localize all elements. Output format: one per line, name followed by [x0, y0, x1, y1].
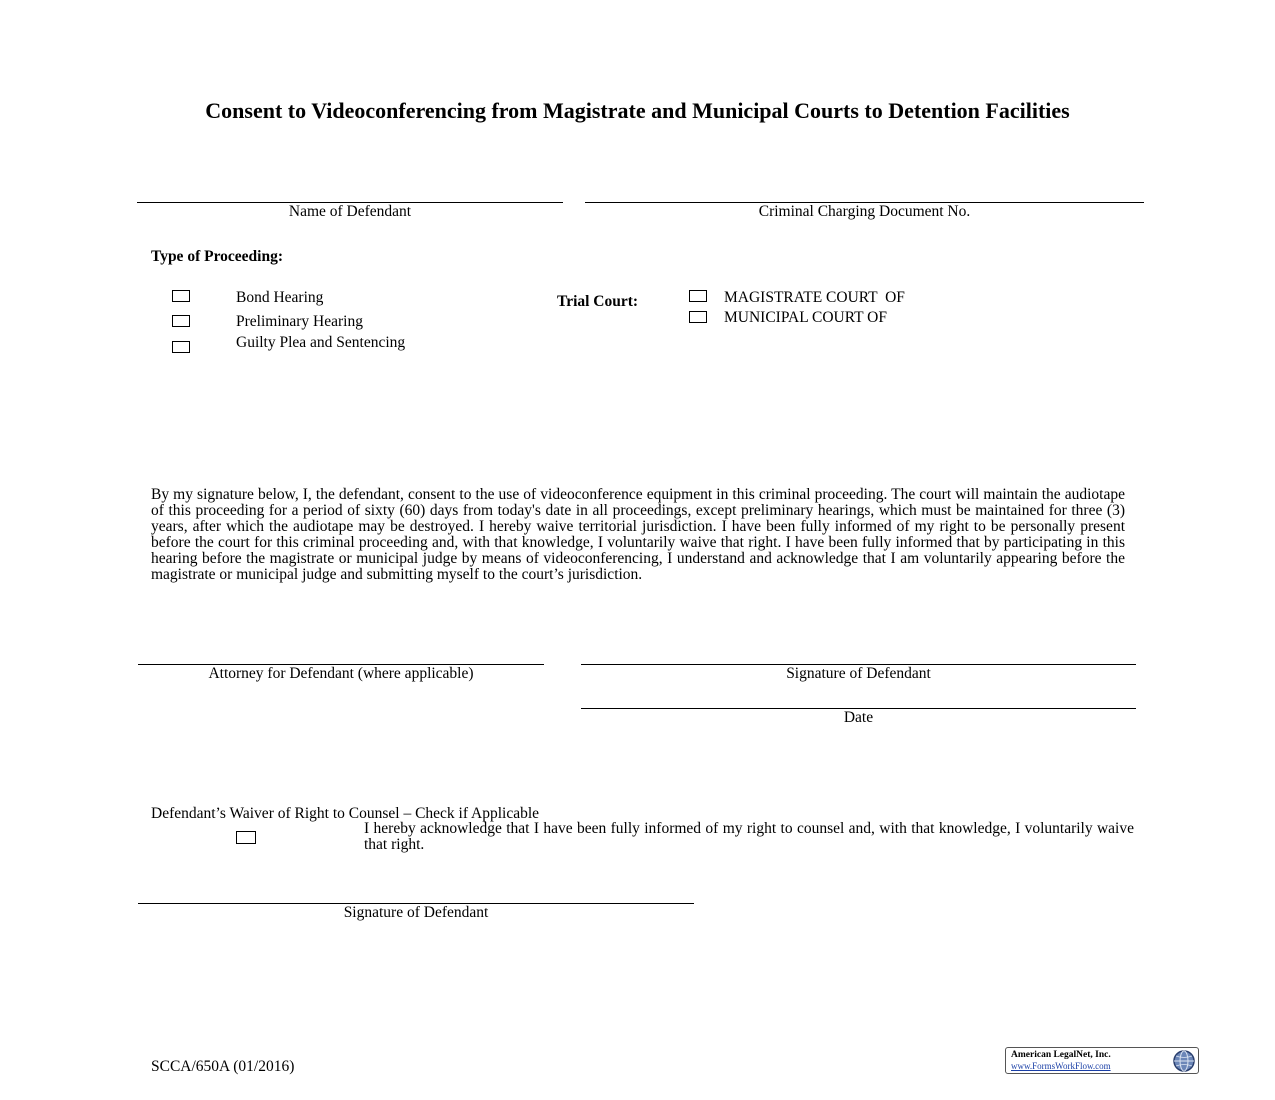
magistrate-court-checkbox[interactable] [689, 290, 707, 302]
bond-hearing-checkbox[interactable] [172, 290, 190, 302]
attorney-signature-label: Attorney for Defendant (where applicable) [208, 665, 474, 682]
waiver-checkbox[interactable] [236, 831, 256, 844]
municipal-court-checkbox[interactable] [689, 311, 707, 323]
date-label: Date [843, 709, 874, 726]
form-number: SCCA/650A (01/2016) [151, 1058, 295, 1075]
bond-hearing-label: Bond Hearing [236, 289, 324, 306]
guilty-plea-checkbox[interactable] [172, 341, 190, 353]
defendant-signature-label: Signature of Defendant [786, 665, 931, 682]
consent-paragraph: By my signature below, I, the defendant, consent to the use of videoconference equipment in this criminal proceeding. The court will maintain the audiotape of this proceeding for a period of sixty (60) days from today's date in all proceedings, except preliminary hearings, which must be maintained for three (3) years, after which the audiotape may be destroyed. I hereby waive territorial jurisdiction. I have been fully informed of my right to be personally present before the court for this criminal proceeding and, with that knowledge, I voluntarily waive that right. I have been fully informed that by participating in this hearing before the magistrate or municipal judge by means of videoconferencing, I understand and acknowledge that I am voluntarily appearing before the magistrate or municipal judge and submitting myself to the court’s jurisdiction. [151, 486, 1125, 583]
waiver-heading: Defendant’s Waiver of Right to Counsel – Check if Applicable [151, 805, 540, 822]
type-of-proceeding-heading: Type of Proceeding: [151, 248, 284, 265]
preliminary-hearing-checkbox[interactable] [172, 315, 190, 327]
charging-document-label: Criminal Charging Document No. [758, 203, 971, 220]
municipal-court-label: MUNICIPAL COURT OF [724, 309, 887, 326]
name-of-defendant-label: Name of Defendant [288, 203, 412, 220]
globe-icon [1172, 1049, 1196, 1073]
preliminary-hearing-label: Preliminary Hearing [236, 313, 363, 330]
logo-company: American LegalNet, Inc. [1011, 1050, 1111, 1060]
trial-court-label: Trial Court: [557, 293, 639, 310]
logo-url-link[interactable]: www.FormsWorkFlow.com [1011, 1061, 1111, 1071]
magistrate-court-label: MAGISTRATE COURT OF [724, 289, 905, 306]
waiver-signature-label: Signature of Defendant [343, 904, 489, 921]
guilty-plea-label: Guilty Plea and Sentencing [236, 334, 406, 351]
waiver-text: I hereby acknowledge that I have been fully informed of my right to counsel and, with that knowledge, I voluntarily waive that right. [364, 820, 1134, 853]
form-title: Consent to Videoconferencing from Magistrate and Municipal Courts to Detention Facilities [205, 98, 1070, 123]
american-legalnet-logo[interactable] [1005, 1047, 1199, 1074]
